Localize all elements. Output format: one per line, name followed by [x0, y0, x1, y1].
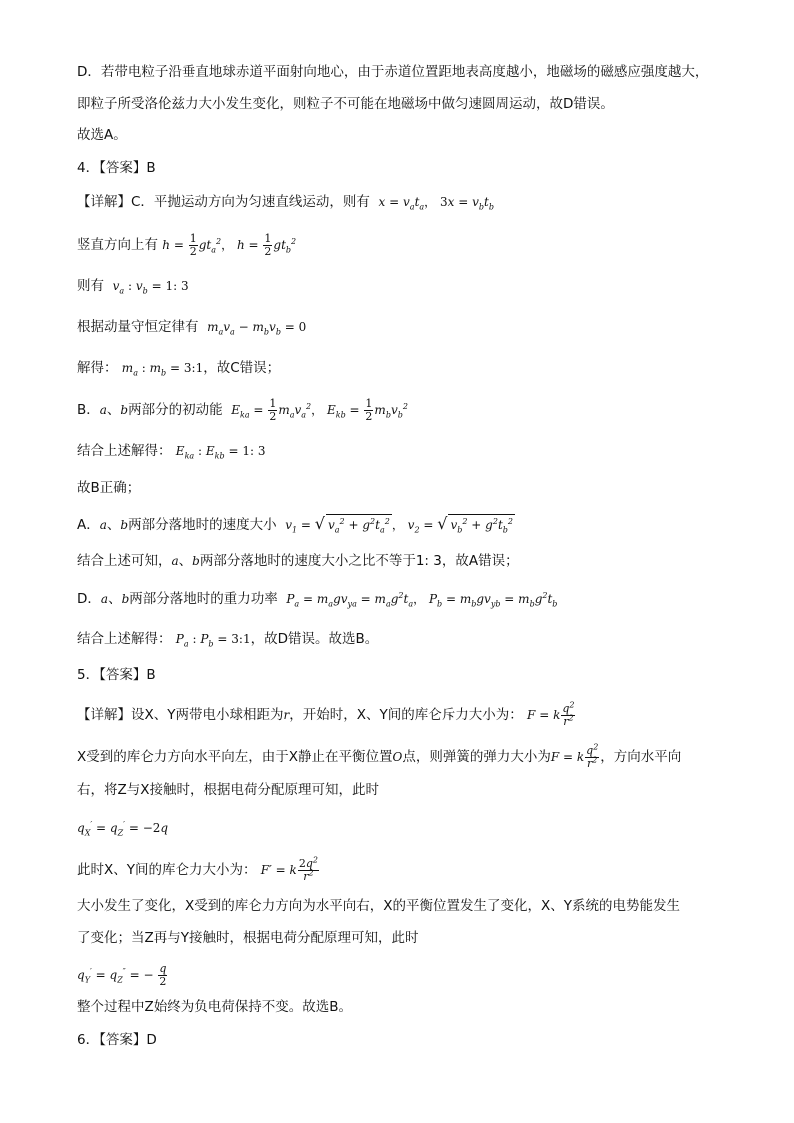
eq-power-ratio: $P_a$ : $P_b$ = 3:1: [175, 632, 251, 649]
vertical-label: 竖直方向上有: [77, 237, 158, 253]
q5-line2-a: X受到的库仑力方向水平向左，由于X静止在平衡位置: [77, 749, 393, 765]
q4-option-d-line: D．a、b两部分落地时的重力功率 $P_a = m_agv_{ya} = m_ag^2t_a$， $P_b = m_bgv_{yb} = m_bg^2t_b$: [77, 591, 558, 609]
eq-charge-yz: $q_Y' = q_Z''$ = − $\frac{q}{2}$: [77, 962, 167, 988]
q5-line-3: 右，将Z与X接触时，根据电荷分配原理可知，此时: [77, 782, 379, 798]
q4-velocity-ratio-line: [77, 276, 189, 296]
d-combine-label: 结合上述解得：: [77, 631, 172, 647]
mass-ratio-value: 3:1: [183, 361, 204, 375]
q5-spring-line: X受到的库仑力方向水平向左，由于X静止在平衡位置O点，则弹簧的弹力大小为F = k $\frac{q^2}{r^2}$ ，方向水平向: [77, 742, 682, 770]
q5-intro-tail: ，开始时，X、Y间的库仑斥力大小为：: [289, 707, 523, 723]
eq-kinetic-energy: $E_{ka}$ = $\frac{1}{2}$ $m_av_a^2$， $E_{kb}$ = $\frac{1}{2}$ $m_bv_b^2$: [231, 397, 408, 423]
option-d-text: 两部分落地时的重力功率: [129, 591, 278, 607]
q4-ek-ratio-line: [77, 441, 265, 461]
q4-momentum-line: [77, 317, 306, 337]
option-a-intro: A．: [77, 517, 100, 533]
eq-gravity-power: $P_a = m_agv_{ya} = m_ag^2t_a$， $P_b = m_bgv_{yb} = m_bg^2t_b$: [286, 591, 558, 609]
q5-answer-header: 5．【答案】B: [77, 667, 156, 683]
q4-option-b-line: B．a、b两部分的初动能 $E_{ka}$ = $\frac{1}{2}$ $m_av_a^2$， $E_{kb}$ = $\frac{1}{2}$ $m_bv_b^2$: [77, 397, 408, 423]
option-c-intro: C．平抛运动方向为匀速直线运动，则有: [131, 194, 370, 210]
q5-line2-b: 点，则弹簧的弹力大小为: [402, 749, 551, 765]
q5-final: 整个过程中Z始终为负电荷保持不变。故选B。: [77, 999, 353, 1015]
option-d-intro: D．: [77, 591, 101, 607]
combine-label: 结合上述解得：: [77, 443, 172, 459]
option-b-intro: B．: [77, 402, 100, 418]
eq-mass-ratio: $m_a$ : $m_b$ = 3:1: [121, 361, 204, 378]
eq-vertical: h = $\frac{1}{2}$ $gt_a^2$， h = $\frac{1}{2}$ $gt_b^2$: [162, 232, 297, 258]
then-label: 则有: [77, 278, 104, 294]
option-a-text: 两部分落地时的速度大小: [128, 517, 277, 533]
q4-option-b-verdict: 故B正确；: [77, 480, 141, 496]
q5-force-label: 此时X、Y间的库仑力大小为：: [77, 862, 257, 878]
option-b-text: 两部分的初动能: [128, 402, 223, 418]
q4-option-a-verdict: 结合上述可知，a、b两部分落地时的速度大小之比不等于1: 3，故A错误；: [77, 553, 519, 569]
detail-label: 【详解】: [77, 194, 131, 210]
q5-detail-label: 【详解】: [77, 707, 131, 723]
q4-power-ratio-line: [77, 629, 378, 649]
q3-conclusion: 故选A。: [77, 127, 127, 143]
q4-mass-ratio-line: [77, 358, 280, 378]
eq-coulomb-after: F′ = k $\frac{2q^2}{r^2}$: [260, 855, 318, 883]
eq-horizontal: $x = v_at_a$， $3x = v_bt_b$: [378, 195, 494, 212]
option-c-verdict: ，故C错误；: [203, 360, 281, 376]
q6-answer-header: 6．【答案】D: [77, 1032, 157, 1048]
option-d-line-1: D．若带电粒子沿垂直地球赤道平面射向地心，由于赤道位置距地表高度越小，地磁场的磁感应强度越大，: [77, 64, 709, 80]
q4-answer-header: 4．【答案】B: [77, 160, 156, 176]
q5-force-line: [77, 855, 320, 883]
q5-line-6: 大小发生了变化，X受到的库仑力方向为水平向右，X的平衡位置发生了变化，X、Y系统的电势能发生: [77, 898, 680, 914]
eq-spring-force: F = k $\frac{q^2}{r^2}$: [550, 742, 599, 770]
eq-velocity-ratio: $v_a$ : $v_b = 1$: 3: [112, 279, 189, 296]
eq-coulomb-initial: F = k $\frac{q^2}{r^2}$: [527, 700, 575, 728]
q5-line2-c: ，方向水平向: [600, 749, 682, 765]
power-ratio-value: 3:1: [231, 632, 251, 646]
q5-charge-yz-line: [77, 963, 168, 988]
eq-charge-xz: $q_X' = q_Z' = -2q$: [77, 820, 169, 838]
q4-option-a-line: A．a、b两部分落地时的速度大小 $v_1$ = √ $v_a^2 + g^2t_a^2$ ， $v_2$ = √ $v_b^2 + g^2t_b^2$: [77, 514, 513, 535]
eq-landing-speed: $v_1$ = √ $v_a^2 + g^2t_a^2$ ， $v_2$ = √ $v_b^2 + g^2t_b^2$: [285, 514, 513, 535]
q5-charge-xz-line: [77, 818, 168, 838]
ek-ratio-value: 1: 3: [242, 444, 266, 458]
option-d-verdict: ，故D错误。故选B。: [250, 631, 379, 647]
a-combine-label: 结合上述可知，: [77, 553, 172, 569]
velocity-ratio-value: 1: 3: [165, 279, 189, 293]
eq-ek-ratio: $E_{ka}$ : $E_{kb} = 1$: 3: [175, 444, 266, 461]
a-combine-tail: 两部分落地时的速度大小之比不等于: [199, 553, 416, 569]
solve-label: 解得：: [77, 360, 118, 376]
q5-intro-line: 【详解】设X、Y两带电小球相距为r，开始时，X、Y间的库仑斥力大小为： F = k $\frac{q^2}{r^2}$: [77, 700, 575, 728]
q4-vertical-line: [77, 233, 296, 258]
q4-option-c-line: [77, 192, 494, 212]
eq-momentum: $m_av_a - m_bv_b = 0$: [207, 320, 307, 337]
q5-intro: 设X、Y两带电小球相距为: [131, 707, 284, 723]
a-ratio-value: 1: 3: [415, 553, 442, 569]
momentum-label: 根据动量守恒定律有: [77, 319, 199, 335]
option-a-wrong: ，故A错误；: [441, 553, 519, 569]
option-d-line-2: 即粒子所受洛伦兹力大小发生变化，则粒子不可能在地磁场中做匀速圆周运动，故D错误。: [77, 96, 614, 112]
q5-line-7: 了变化；当Z再与Y接触时，根据电荷分配原理可知，此时: [77, 930, 419, 946]
